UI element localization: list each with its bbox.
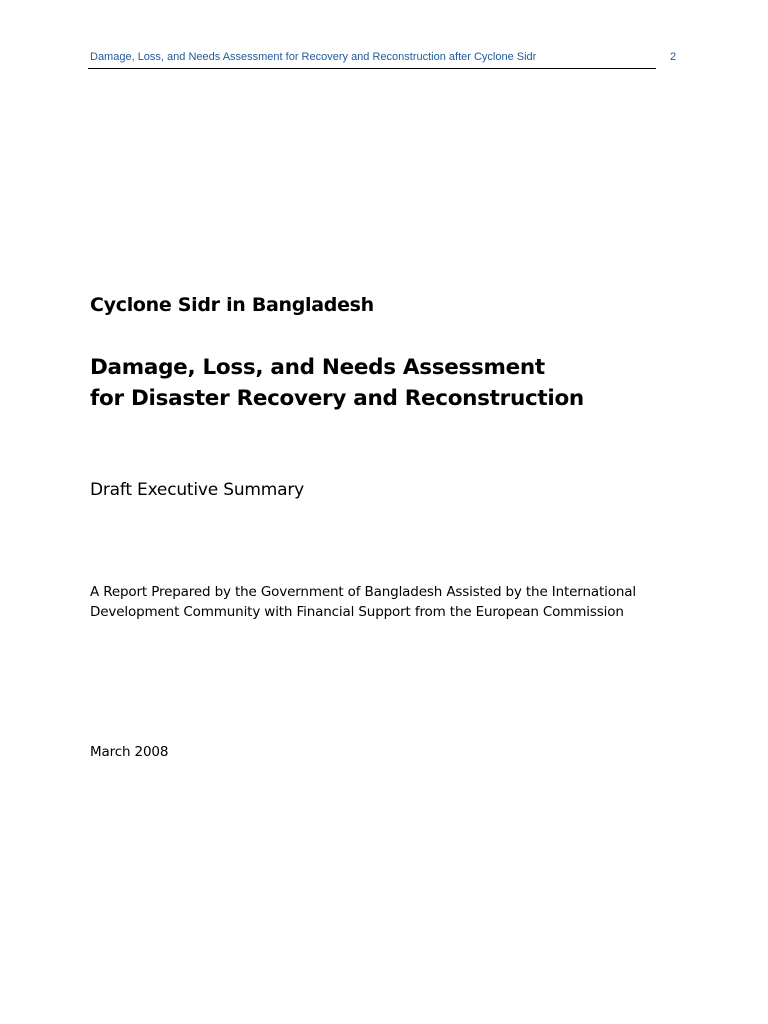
header-divider — [88, 68, 656, 69]
running-header: Damage, Loss, and Needs Assessment for Recovery and Reconstruction after Cyclone Sidr — [90, 51, 537, 63]
attribution-line-1: A Report Prepared by the Government of Bangladesh Assisted by the International — [90, 584, 636, 600]
attribution-line-2: Development Community with Financial Support from the European Commission — [90, 604, 624, 620]
report-subject: Cyclone Sidr in Bangladesh — [90, 294, 374, 316]
publication-date: March 2008 — [90, 744, 169, 760]
report-title — [90, 352, 584, 414]
report-title-line-1: Damage, Loss, and Needs Assessment — [90, 355, 545, 380]
report-attribution — [90, 582, 690, 622]
page-number: 2 — [670, 51, 677, 63]
report-title-line-2: for Disaster Recovery and Reconstruction — [90, 386, 584, 411]
document-type: Draft Executive Summary — [90, 480, 304, 500]
